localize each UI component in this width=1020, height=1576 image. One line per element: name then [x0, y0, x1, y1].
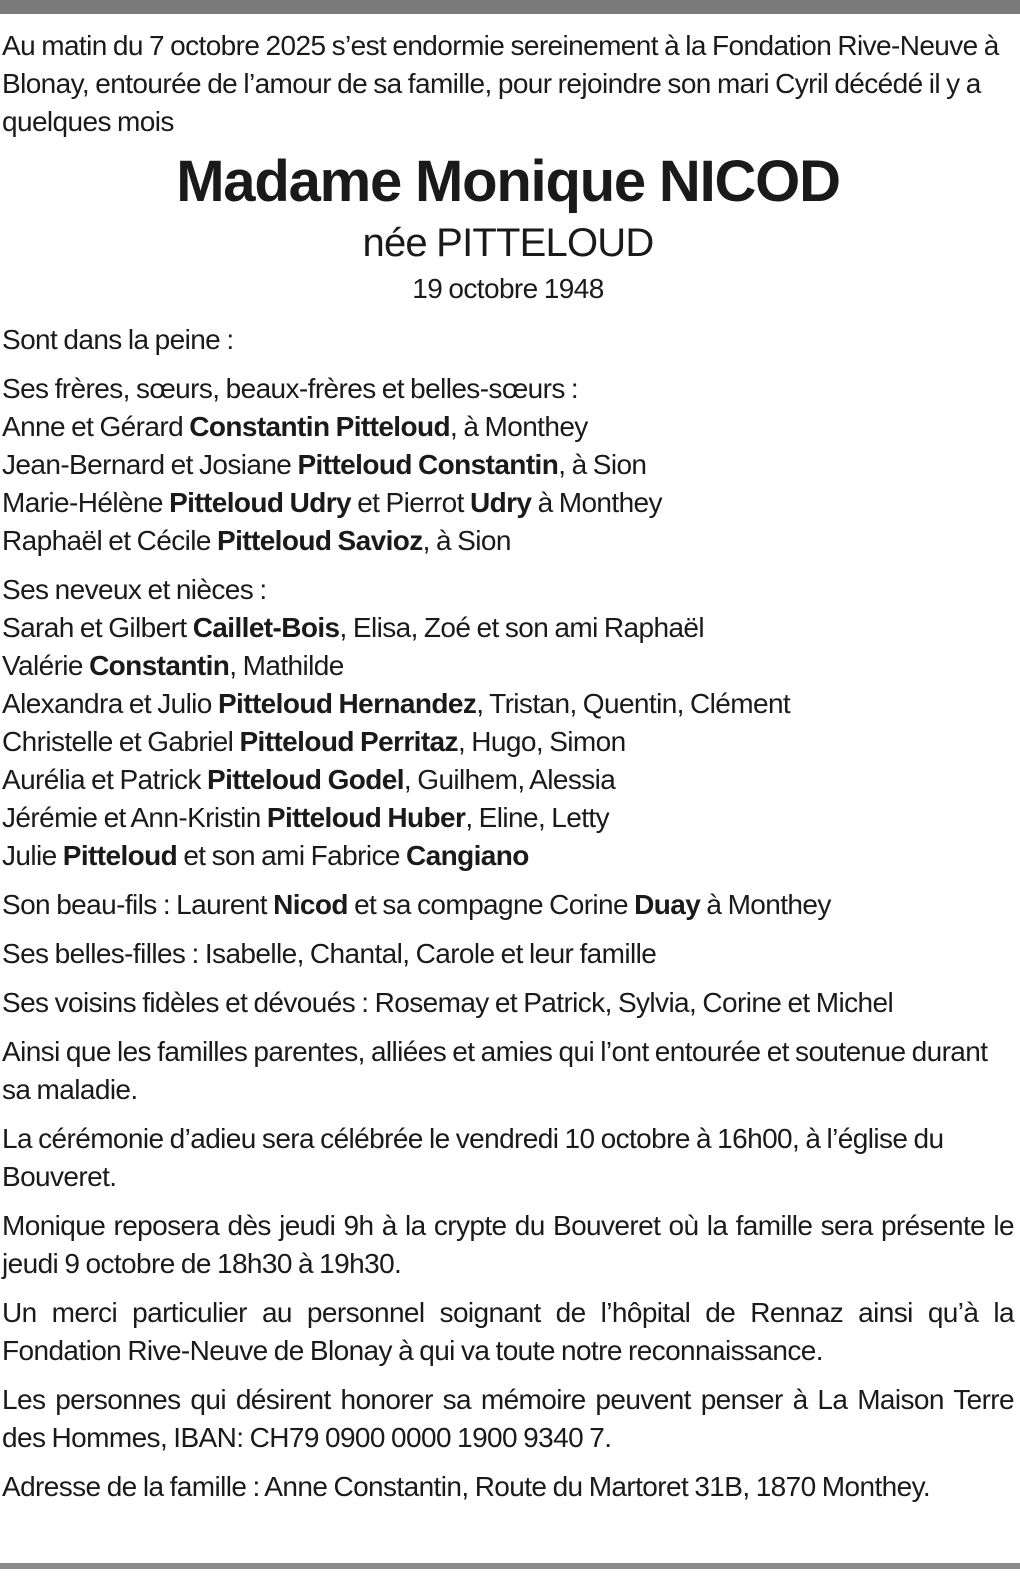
wake-paragraph: Monique reposera dès jeudi 9h à la crypte du Bouveret où la famille sera présente le jeudi 9 octobre de 18h30 à 19h30. — [2, 1210, 1014, 1279]
siblings-section — [2, 370, 1014, 560]
top-rule — [0, 0, 1020, 14]
intro-text: Au matin du 7 octobre 2025 s’est endormie sereinement à la Fondation Rive-Neuve à Blonay, entourée de l’amour de sa famille, pour rejoindre son mari Cyril décédé il y a quelques mois — [2, 30, 999, 137]
ceremony-paragraph: La cérémonie d’adieu sera célébrée le vendredi 10 octobre à 16h00, à l’église du Bouveret. — [2, 1123, 944, 1192]
list-item: Jean-Bernard et Josiane Pitteloud Constantin, à Sion — [2, 449, 647, 480]
bottom-rule — [0, 1563, 1020, 1569]
maiden-name: née PITTELOUD — [362, 221, 654, 265]
list-item: Valérie Constantin, Mathilde — [2, 650, 344, 681]
list-item: Aurélia et Patrick Pitteloud Godel, Guilhem, Alessia — [2, 764, 616, 795]
siblings-heading: Ses frères, sœurs, beaux-frères et belles-sœurs : — [2, 373, 579, 404]
list-item: Julie Pitteloud et son ami Fabrice Cangiano — [2, 840, 529, 871]
list-item: Anne et Gérard Constantin Pitteloud, à Monthey — [2, 411, 588, 442]
list-item: Marie-Hélène Pitteloud Udry et Pierrot Udry à Monthey — [2, 487, 662, 518]
nephews-heading: Ses neveux et nièces : — [2, 574, 267, 605]
obituary-notice — [2, 27, 1014, 1506]
list-item: Alexandra et Julio Pitteloud Hernandez, Tristan, Quentin, Clément — [2, 688, 791, 719]
stepson-line: Son beau-fils : Laurent Nicod et sa compagne Corine Duay à Monthey — [2, 889, 831, 920]
donation-paragraph: Les personnes qui désirent honorer sa mémoire peuvent penser à La Maison Terre des Hommes, IBAN: CH79 0900 0000 1900 9340 7. — [2, 1384, 1014, 1453]
list-item: Sarah et Gilbert Caillet-Bois, Elisa, Zoé et son ami Raphaël — [2, 612, 705, 643]
family-address: Adresse de la famille : Anne Constantin, Route du Martoret 31B, 1870 Monthey. — [2, 1471, 931, 1502]
thanks-paragraph: Un merci particulier au personnel soignant de l’hôpital de Rennaz ainsi qu’à la Fondation Rive-Neuve de Blonay à qui va toute notre reconnaissance. — [2, 1297, 1014, 1366]
list-item: Raphaël et Cécile Pitteloud Savioz, à Sion — [2, 525, 511, 556]
list-item: Christelle et Gabriel Pitteloud Perritaz, Hugo, Simon — [2, 726, 626, 757]
birth-date: 19 octobre 1948 — [412, 273, 604, 304]
families-paragraph: Ainsi que les familles parentes, alliées et amies qui l’ont entourée et soutenue durant sa maladie. — [2, 1036, 988, 1105]
neighbours-line: Ses voisins fidèles et dévoués : Rosemay et Patrick, Sylvia, Corine et Michel — [2, 987, 894, 1018]
mourners-heading: Sont dans la peine : — [2, 324, 234, 355]
list-item: Jérémie et Ann-Kristin Pitteloud Huber, Eline, Letty — [2, 802, 610, 833]
stepdaughters-line: Ses belles-filles : Isabelle, Chantal, Carole et leur famille — [2, 938, 657, 969]
deceased-name: Madame Monique NICOD — [176, 149, 840, 214]
nephews-section — [2, 571, 1014, 875]
